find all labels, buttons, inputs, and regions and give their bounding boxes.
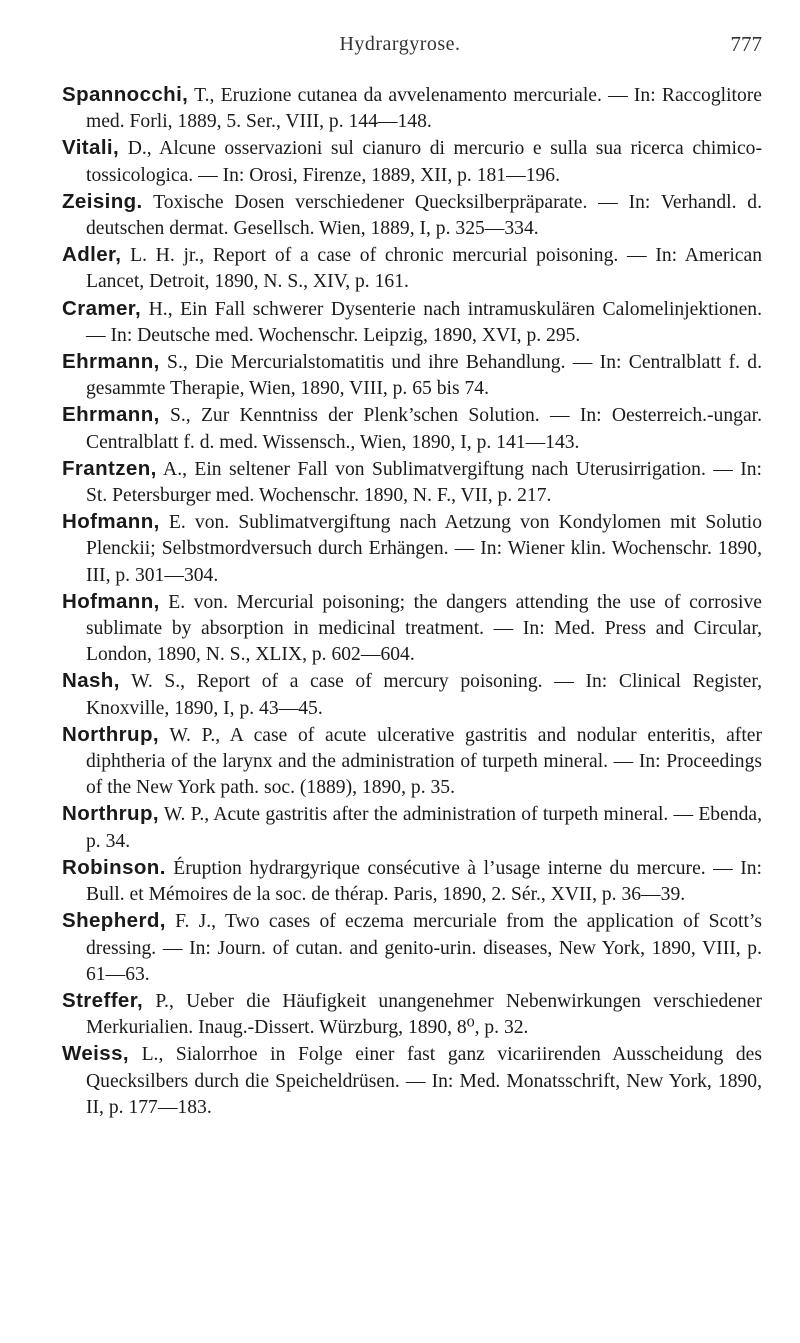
bibliography-entry	[62, 855, 762, 908]
entry-citation: W. P., Acute gastritis after the administration of turpeth mineral. — Ebenda, p. 34.	[86, 804, 762, 852]
entry-author: Zeising.	[62, 189, 143, 213]
entry-author: Shepherd,	[62, 909, 166, 933]
running-header: Hydrargyrose.	[339, 33, 461, 55]
bibliography-list	[62, 82, 762, 1121]
entry-author: Robinson.	[62, 855, 166, 879]
entry-citation: T., Eruzione cutanea da avvelenamento mercuriale. — In: Raccoglitore med. Forli, 1889, 5. Ser., VIII, p. 144—148.	[86, 85, 762, 133]
entry-citation: F. J., Two cases of eczema mercuriale from the application of Scott’s dressing. — In: Journ. of cutan. and genito-urin. diseases, New York, 1890, VIII, p. 61—63.	[86, 911, 762, 985]
entry-citation: Éruption hydrargyrique consécutive à l’usage interne du mercure. — In: Bull. et Mémoires de la soc. de thérap. Paris, 1890, 2. Sér., XVII, p. 36—39.	[86, 857, 762, 906]
entry-author: Ehrmann,	[62, 403, 160, 427]
bibliography-entry	[62, 988, 762, 1041]
entry-citation: E. von. Mercurial poisoning; the dangers attending the use of corrosive sublimate by absorption in medicinal treatment. — In: Med. Press and Circular, London, 1890, N. S., XLIX, p. 602—604.	[86, 591, 762, 666]
bibliography-entry	[62, 242, 762, 295]
entry-author: Weiss,	[62, 1042, 129, 1066]
entry-citation: L. H. jr., Report of a case of chronic mercurial poisoning. — In: American Lancet, Detroit, 1890, N. S., XIV, p. 161.	[86, 245, 762, 293]
entry-author: Hofmann,	[62, 589, 160, 613]
entry-citation: A., Ein seltener Fall von Sublimatvergiftung nach Uterusirrigation. — In: St. Petersburger med. Wochenschr. 1890, N. F., VII, p. 217.	[86, 458, 762, 507]
entry-author: Frantzen,	[62, 456, 157, 480]
bibliography-entry	[62, 801, 762, 854]
entry-citation: E. von. Sublimatvergiftung nach Aetzung von Kondylomen mit Solutio Plenckii; Selbstmordversuch durch Erhängen. — In: Wiener klin. Wochenschr. 1890, III, p. 301—304.	[86, 512, 762, 586]
entry-citation: L., Sialorrhoe in Folge einer fast ganz vicariirenden Ausscheidung des Quecksilbers durch die Speicheldrüsen. — In: Med. Monatsschrift, New York, 1890, II, p. 177—183.	[86, 1044, 762, 1118]
bibliography-entry	[62, 589, 762, 669]
entry-author: Cramer,	[62, 296, 142, 320]
entry-citation: W. P., A case of acute ulcerative gastritis and nodular enteritis, after diphtheria of the larynx and the administration of turpeth mineral. — In: Proceedings of the New York path. soc. (1889), 1890, p. 35.	[86, 724, 762, 799]
entry-author: Adler,	[62, 243, 122, 267]
bibliography-entry	[62, 296, 762, 349]
bibliography-entry	[62, 1041, 762, 1121]
bibliography-entry	[62, 82, 762, 135]
entry-author: Ehrmann,	[62, 350, 160, 374]
entry-author: Spannocchi,	[62, 83, 189, 106]
bibliography-entry	[62, 135, 762, 188]
entry-author: Vitali,	[62, 136, 120, 160]
bibliography-entry	[62, 349, 762, 402]
bibliography-entry	[62, 189, 762, 242]
entry-citation: H., Ein Fall schwerer Dysenterie nach intramuskulären Calomelinjektionen. — In: Deutsche med. Wochenschr. Leipzig, 1890, XVI, p. 295.	[86, 298, 762, 346]
bibliography-entry	[62, 509, 762, 589]
entry-citation: Toxische Dosen verschiedener Quecksilberpräparate. — In: Verhandl. d. deutschen dermat. Gesellsch. Wien, 1889, I, p. 325—334.	[86, 191, 762, 240]
entry-citation: D., Alcune osservazioni sul cianuro di mercurio e sulla sua ricerca chimico-tossicologica. — In: Orosi, Firenze, 1889, XII, p. 181—196.	[86, 138, 762, 186]
entry-citation: P., Ueber die Häufigkeit unangenehmer Nebenwirkungen verschiedener Merkurialien. Inaug.-Dissert. Würzburg, 1890, 8⁰, p. 32.	[86, 990, 762, 1039]
entry-author: Streffer,	[62, 988, 144, 1012]
entry-author: Northrup,	[62, 722, 159, 746]
bibliography-entry	[62, 722, 762, 802]
page-number: 777	[730, 32, 762, 56]
bibliography-entry	[62, 402, 762, 455]
entry-author: Northrup,	[62, 802, 159, 826]
bibliography-entry	[62, 456, 762, 509]
bibliography-entry	[62, 908, 762, 988]
entry-citation: S., Zur Kenntniss der Plenk’schen Solution. — In: Oesterreich.-ungar. Centralblatt f. d. med. Wissensch., Wien, 1890, I, p. 141—143.	[86, 405, 762, 453]
entry-author: Nash,	[62, 669, 120, 693]
entry-author: Hofmann,	[62, 510, 160, 534]
bibliography-entry	[62, 668, 762, 721]
entry-citation: W. S., Report of a case of mercury poisoning. — In: Clinical Register, Knoxville, 1890, I, p. 43—45.	[86, 671, 762, 719]
entry-citation: S., Die Mercurialstomatitis und ihre Behandlung. — In: Centralblatt f. d. gesammte Therapie, Wien, 1890, VIII, p. 65 bis 74.	[86, 352, 762, 400]
